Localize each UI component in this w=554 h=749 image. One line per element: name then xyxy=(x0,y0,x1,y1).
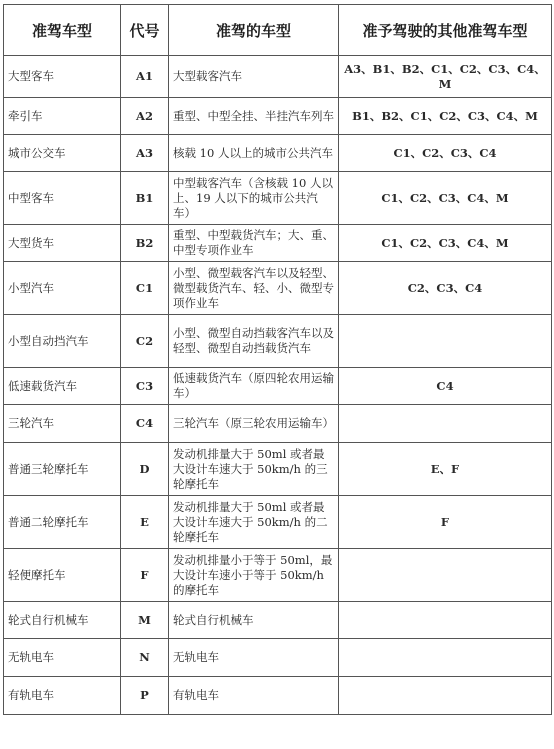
license-type-cell: 大型货车 xyxy=(4,225,121,262)
vehicle-description-cell: 小型、微型自动挡载客汽车以及轻型、微型自动挡载货汽车 xyxy=(169,315,339,368)
other-permitted-classes-cell: C1、C2、C3、C4、M xyxy=(339,172,552,225)
other-permitted-classes-cell xyxy=(339,602,552,639)
license-code-cell: C4 xyxy=(121,405,169,443)
license-code-cell: A3 xyxy=(121,135,169,172)
vehicle-description-cell: 发动机排量大于 50ml 或者最大设计车速大于 50km/h 的三轮摩托车 xyxy=(169,443,339,496)
other-permitted-classes-cell xyxy=(339,639,552,677)
license-type-cell: 中型客车 xyxy=(4,172,121,225)
other-permitted-classes-cell: A3、B1、B2、C1、C2、C3、C4、M xyxy=(339,56,552,98)
vehicle-description-cell: 三轮汽车（原三轮农用运输车） xyxy=(169,405,339,443)
table-row xyxy=(4,225,552,262)
license-code-cell: A1 xyxy=(121,56,169,98)
vehicle-description-cell: 低速载货汽车（原四轮农用运输车） xyxy=(169,368,339,405)
license-code-cell: F xyxy=(121,549,169,602)
header-other-permitted-classes: 准予驾驶的其他准驾车型 xyxy=(339,5,552,56)
license-code-cell: M xyxy=(121,602,169,639)
license-type-cell: 三轮汽车 xyxy=(4,405,121,443)
license-code-cell: C3 xyxy=(121,368,169,405)
table-row xyxy=(4,135,552,172)
other-permitted-classes-cell: C4 xyxy=(339,368,552,405)
header-code: 代号 xyxy=(121,5,169,56)
license-code-cell: A2 xyxy=(121,98,169,135)
license-type-cell: 普通二轮摩托车 xyxy=(4,496,121,549)
license-type-cell: 轮式自行机械车 xyxy=(4,602,121,639)
other-permitted-classes-cell: C2、C3、C4 xyxy=(339,262,552,315)
header-license-type: 准驾车型 xyxy=(4,5,121,56)
table-row xyxy=(4,677,552,715)
table-row xyxy=(4,405,552,443)
license-type-cell: 普通三轮摩托车 xyxy=(4,443,121,496)
license-code-cell: N xyxy=(121,639,169,677)
license-type-cell: 城市公交车 xyxy=(4,135,121,172)
table-row xyxy=(4,549,552,602)
table-row xyxy=(4,315,552,368)
table-row xyxy=(4,368,552,405)
other-permitted-classes-cell: E、F xyxy=(339,443,552,496)
license-code-cell: C1 xyxy=(121,262,169,315)
license-type-cell: 小型汽车 xyxy=(4,262,121,315)
vehicle-description-cell: 发动机排量小于等于 50ml，最大设计车速小于等于 50km/h 的摩托车 xyxy=(169,549,339,602)
license-type-cell: 小型自动挡汽车 xyxy=(4,315,121,368)
table-row xyxy=(4,639,552,677)
header-permitted-vehicles: 准驾的车型 xyxy=(169,5,339,56)
license-type-cell: 轻便摩托车 xyxy=(4,549,121,602)
table-row xyxy=(4,262,552,315)
other-permitted-classes-cell: B1、B2、C1、C2、C3、C4、M xyxy=(339,98,552,135)
other-permitted-classes-cell: C1、C2、C3、C4 xyxy=(339,135,552,172)
other-permitted-classes-cell xyxy=(339,315,552,368)
license-code-cell: B1 xyxy=(121,172,169,225)
vehicle-description-cell: 大型载客汽车 xyxy=(169,56,339,98)
license-type-cell: 低速载货汽车 xyxy=(4,368,121,405)
table-row xyxy=(4,602,552,639)
table-row xyxy=(4,443,552,496)
table-row xyxy=(4,496,552,549)
vehicle-description-cell: 核载 10 人以上的城市公共汽车 xyxy=(169,135,339,172)
license-code-cell: E xyxy=(121,496,169,549)
vehicle-description-cell: 重型、中型载货汽车；大、重、中型专项作业车 xyxy=(169,225,339,262)
other-permitted-classes-cell: F xyxy=(339,496,552,549)
vehicle-description-cell: 有轨电车 xyxy=(169,677,339,715)
license-class-table xyxy=(3,4,552,715)
table-row xyxy=(4,172,552,225)
license-code-cell: B2 xyxy=(121,225,169,262)
table-row xyxy=(4,98,552,135)
table-header-row xyxy=(4,5,552,56)
license-type-cell: 有轨电车 xyxy=(4,677,121,715)
other-permitted-classes-cell xyxy=(339,549,552,602)
vehicle-description-cell: 轮式自行机械车 xyxy=(169,602,339,639)
license-table-container xyxy=(3,4,552,715)
license-type-cell: 大型客车 xyxy=(4,56,121,98)
other-permitted-classes-cell xyxy=(339,677,552,715)
license-type-cell: 牵引车 xyxy=(4,98,121,135)
license-type-cell: 无轨电车 xyxy=(4,639,121,677)
license-code-cell: C2 xyxy=(121,315,169,368)
vehicle-description-cell: 中型载客汽车（含核载 10 人以上、19 人以下的城市公共汽车） xyxy=(169,172,339,225)
vehicle-description-cell: 无轨电车 xyxy=(169,639,339,677)
table-row xyxy=(4,56,552,98)
other-permitted-classes-cell: C1、C2、C3、C4、M xyxy=(339,225,552,262)
vehicle-description-cell: 发动机排量大于 50ml 或者最大设计车速大于 50km/h 的二轮摩托车 xyxy=(169,496,339,549)
other-permitted-classes-cell xyxy=(339,405,552,443)
license-code-cell: P xyxy=(121,677,169,715)
license-code-cell: D xyxy=(121,443,169,496)
vehicle-description-cell: 重型、中型全挂、半挂汽车列车 xyxy=(169,98,339,135)
vehicle-description-cell: 小型、微型载客汽车以及轻型、微型载货汽车、轻、小、微型专项作业车 xyxy=(169,262,339,315)
